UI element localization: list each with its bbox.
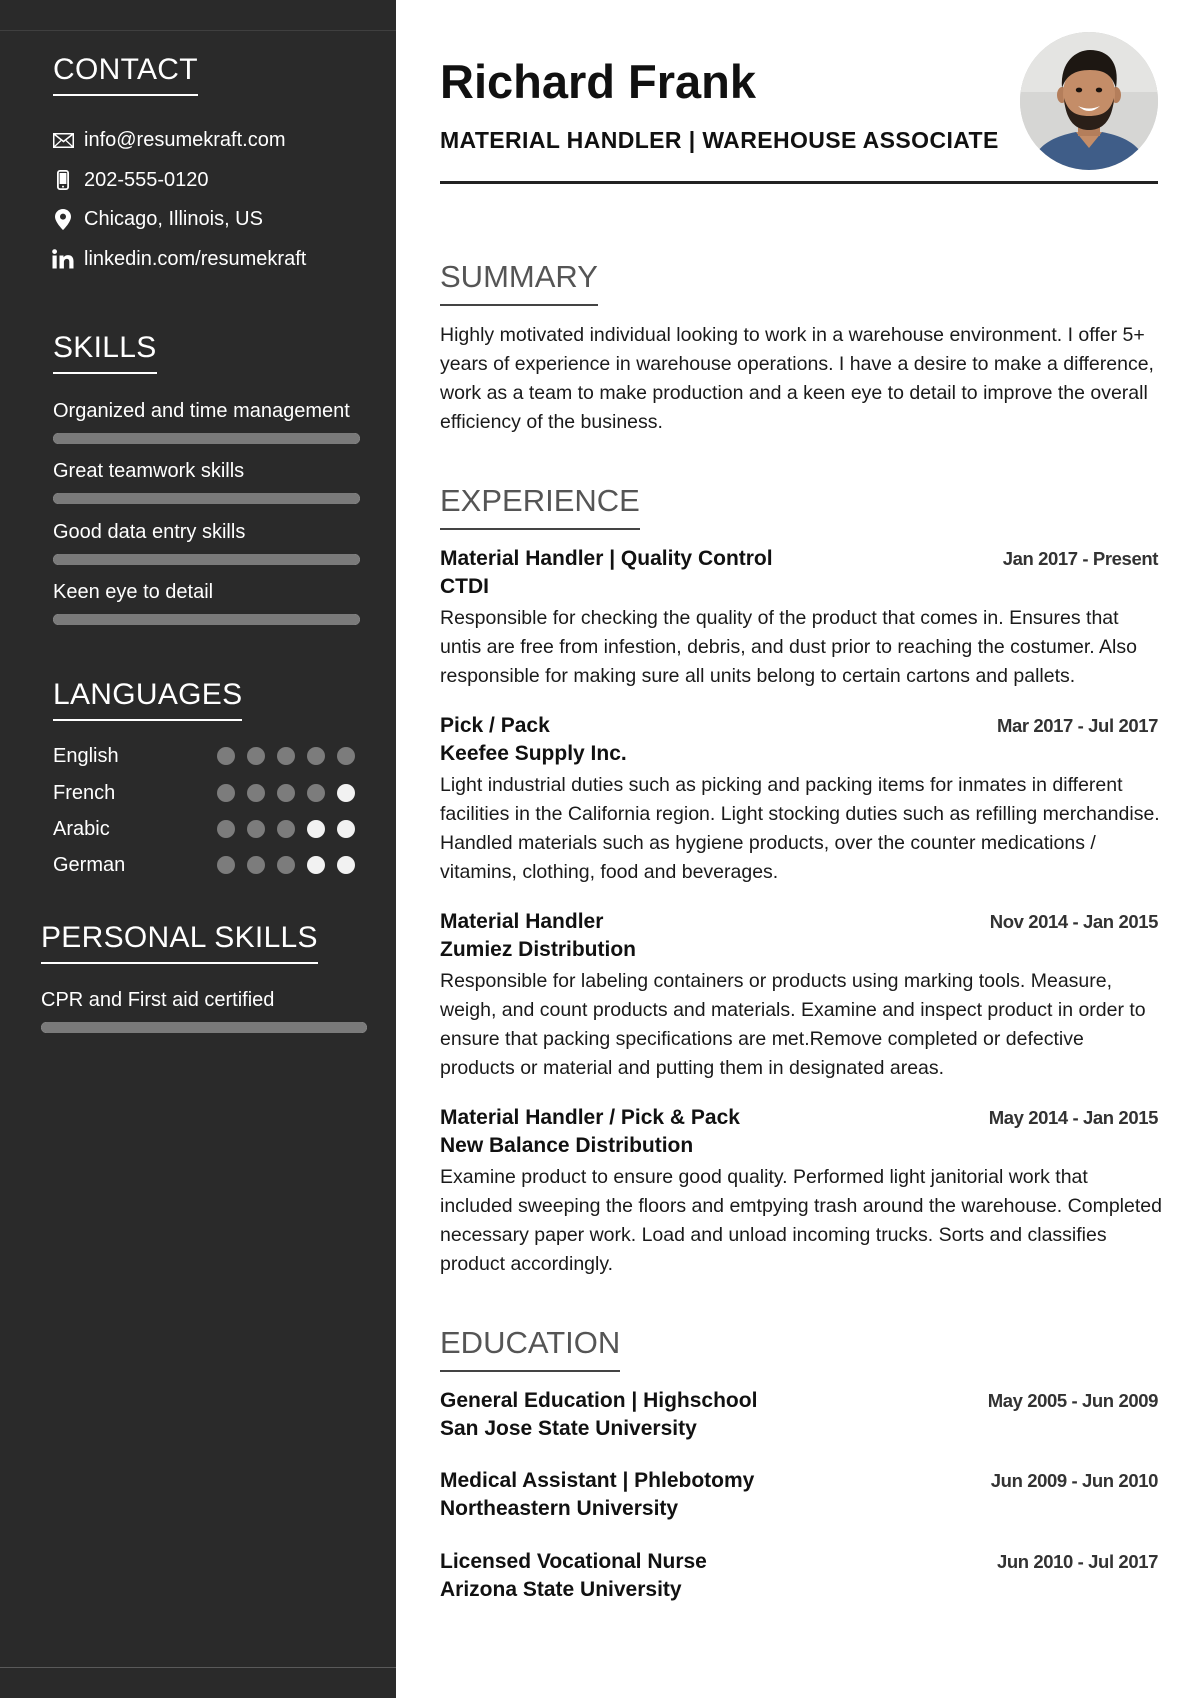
language-rating bbox=[217, 747, 355, 765]
language-rating bbox=[217, 784, 355, 802]
linkedin-icon bbox=[52, 248, 74, 270]
rating-dot-filled bbox=[247, 747, 265, 765]
skills-heading: SKILLS bbox=[53, 330, 157, 374]
skill-label: Good data entry skills bbox=[53, 521, 246, 543]
personal-skill-item bbox=[41, 986, 367, 1033]
contact-phone-text: 202-555-0120 bbox=[84, 168, 209, 191]
language-name: German bbox=[53, 853, 126, 876]
summary-text: Highly motivated individual looking to work in a warehouse environment. I offer 5+ years of experience in warehouse operations. I have a desire to make a difference, work as a team to make production and a keen eye to detail to improve the overall efficiency of the business. bbox=[440, 324, 1154, 433]
edu-degree: General Education | Highschool bbox=[440, 1389, 758, 1412]
job-role: Material Handler | Quality Control bbox=[440, 547, 773, 570]
sidebar-top-divider bbox=[0, 30, 396, 31]
skill-item bbox=[53, 578, 360, 625]
education-item bbox=[440, 1548, 1158, 1603]
contact-linkedin[interactable] bbox=[52, 245, 306, 273]
education-item bbox=[440, 1387, 1158, 1442]
summary-heading: SUMMARY bbox=[440, 258, 598, 306]
rating-dot-filled bbox=[247, 856, 265, 874]
contact-linkedin-text: linkedin.com/resumekraft bbox=[84, 247, 307, 270]
job-description: Examine product to ensure good quality. Performed light janitorial work that included sweeping the floors and emtpying trash around the warehouse. Completed necessary paper work. Load and unload incoming trucks. Sorts and classifies product accordingly. bbox=[440, 1166, 1162, 1275]
rating-dot-filled bbox=[307, 784, 325, 802]
personal-skills-heading: PERSONAL SKILLS bbox=[41, 920, 318, 964]
language-item bbox=[53, 815, 363, 843]
skill-item bbox=[53, 457, 360, 504]
mobile-phone-icon bbox=[52, 169, 74, 191]
job-description: Light industrial duties such as picking and packing items for inmates in different facilities in the California region. Light stocking duties such as refilling merchandise. Handled materials such as hygiene products, over the counter medications / vitamins, clothing, food and beverages. bbox=[440, 774, 1160, 883]
edu-dates: Jun 2010 - Jul 2017 bbox=[996, 1551, 1158, 1572]
rating-dot-filled bbox=[337, 747, 355, 765]
job-description: Responsible for labeling containers or products using marking tools. Measure, weigh, and count products and materials. Examine and inspect product in order to ensure that packing specifications are met.Remove completed or defective products or material and putting them in designated areas. bbox=[440, 970, 1146, 1079]
job-description: Responsible for checking the quality of the product that comes in. Ensures that untis are free from infestion, debris, and dust prior to reaching the costumer. Also responsible for making sure all units belong to certain cartons and pallets. bbox=[440, 607, 1137, 687]
skill-bar bbox=[53, 554, 360, 565]
experience-item bbox=[440, 908, 1158, 1083]
rating-dot-empty bbox=[337, 784, 355, 802]
language-item bbox=[53, 779, 363, 807]
skill-label: Organized and time management bbox=[53, 400, 350, 422]
envelope-icon bbox=[52, 129, 74, 151]
experience-item bbox=[440, 712, 1158, 887]
contact-email[interactable] bbox=[52, 126, 285, 154]
job-company: Keefee Supply Inc. bbox=[440, 742, 627, 765]
edu-school: Arizona State University bbox=[440, 1578, 682, 1601]
rating-dot-empty bbox=[307, 856, 325, 874]
rating-dot-filled bbox=[307, 747, 325, 765]
job-company: Zumiez Distribution bbox=[440, 938, 636, 961]
edu-school: Northeastern University bbox=[440, 1497, 679, 1520]
sidebar bbox=[0, 0, 396, 1698]
rating-dot-filled bbox=[247, 784, 265, 802]
contact-heading: CONTACT bbox=[53, 52, 198, 96]
skill-label: Great teamwork skills bbox=[53, 460, 245, 482]
rating-dot-filled bbox=[217, 820, 235, 838]
education-item bbox=[440, 1467, 1158, 1522]
map-pin-icon bbox=[52, 208, 74, 230]
personal-skill-bar bbox=[41, 1022, 367, 1033]
rating-dot-filled bbox=[277, 856, 295, 874]
job-role: Pick / Pack bbox=[440, 714, 550, 737]
job-role: Material Handler bbox=[440, 910, 604, 933]
rating-dot-filled bbox=[247, 820, 265, 838]
contact-location bbox=[52, 205, 263, 233]
experience-item bbox=[440, 1104, 1162, 1279]
language-item bbox=[53, 742, 363, 770]
rating-dot-filled bbox=[217, 747, 235, 765]
job-title: MATERIAL HANDLER | WAREHOUSE ASSOCIATE bbox=[440, 127, 999, 153]
rating-dot-empty bbox=[307, 820, 325, 838]
sidebar-bottom-divider bbox=[0, 1667, 396, 1668]
rating-dot-filled bbox=[277, 820, 295, 838]
rating-dot-empty bbox=[337, 856, 355, 874]
contact-phone[interactable] bbox=[52, 166, 209, 194]
profile-photo bbox=[1020, 32, 1158, 170]
job-dates: May 2014 - Jan 2015 bbox=[988, 1107, 1158, 1128]
education-heading: EDUCATION bbox=[440, 1324, 620, 1372]
skill-label: Keen eye to detail bbox=[53, 581, 214, 603]
job-company: CTDI bbox=[440, 575, 489, 598]
language-name: French bbox=[53, 781, 116, 804]
job-dates: Mar 2017 - Jul 2017 bbox=[996, 715, 1158, 736]
language-rating bbox=[217, 820, 355, 838]
edu-dates: Jun 2009 - Jun 2010 bbox=[990, 1470, 1158, 1491]
personal-skill-label: CPR and First aid certified bbox=[41, 989, 275, 1011]
job-dates: Jan 2017 - Present bbox=[1002, 548, 1158, 569]
edu-school: San Jose State University bbox=[440, 1417, 697, 1440]
rating-dot-empty bbox=[337, 820, 355, 838]
experience-heading: EXPERIENCE bbox=[440, 482, 640, 530]
rating-dot-filled bbox=[277, 747, 295, 765]
rating-dot-filled bbox=[217, 784, 235, 802]
contact-location-text: Chicago, Illinois, US bbox=[84, 207, 263, 230]
rating-dot-filled bbox=[277, 784, 295, 802]
header-divider bbox=[440, 181, 1158, 184]
language-item bbox=[53, 851, 363, 879]
edu-degree: Medical Assistant | Phlebotomy bbox=[440, 1469, 755, 1492]
edu-degree: Licensed Vocational Nurse bbox=[440, 1550, 707, 1573]
skill-bar bbox=[53, 614, 360, 625]
language-rating bbox=[217, 856, 355, 874]
job-role: Material Handler / Pick & Pack bbox=[440, 1106, 740, 1129]
job-dates: Nov 2014 - Jan 2015 bbox=[989, 911, 1158, 932]
experience-item bbox=[440, 545, 1158, 691]
skill-bar bbox=[53, 433, 360, 444]
candidate-name: Richard Frank bbox=[440, 55, 757, 108]
skill-bar bbox=[53, 493, 360, 504]
contact-email-text: info@resumekraft.com bbox=[84, 128, 286, 151]
rating-dot-filled bbox=[217, 856, 235, 874]
skill-item bbox=[53, 397, 360, 444]
language-name: English bbox=[53, 744, 119, 767]
job-company: New Balance Distribution bbox=[440, 1134, 694, 1157]
skill-item bbox=[53, 518, 360, 565]
languages-heading: LANGUAGES bbox=[53, 677, 242, 721]
language-name: Arabic bbox=[53, 817, 110, 840]
edu-dates: May 2005 - Jun 2009 bbox=[987, 1390, 1158, 1411]
